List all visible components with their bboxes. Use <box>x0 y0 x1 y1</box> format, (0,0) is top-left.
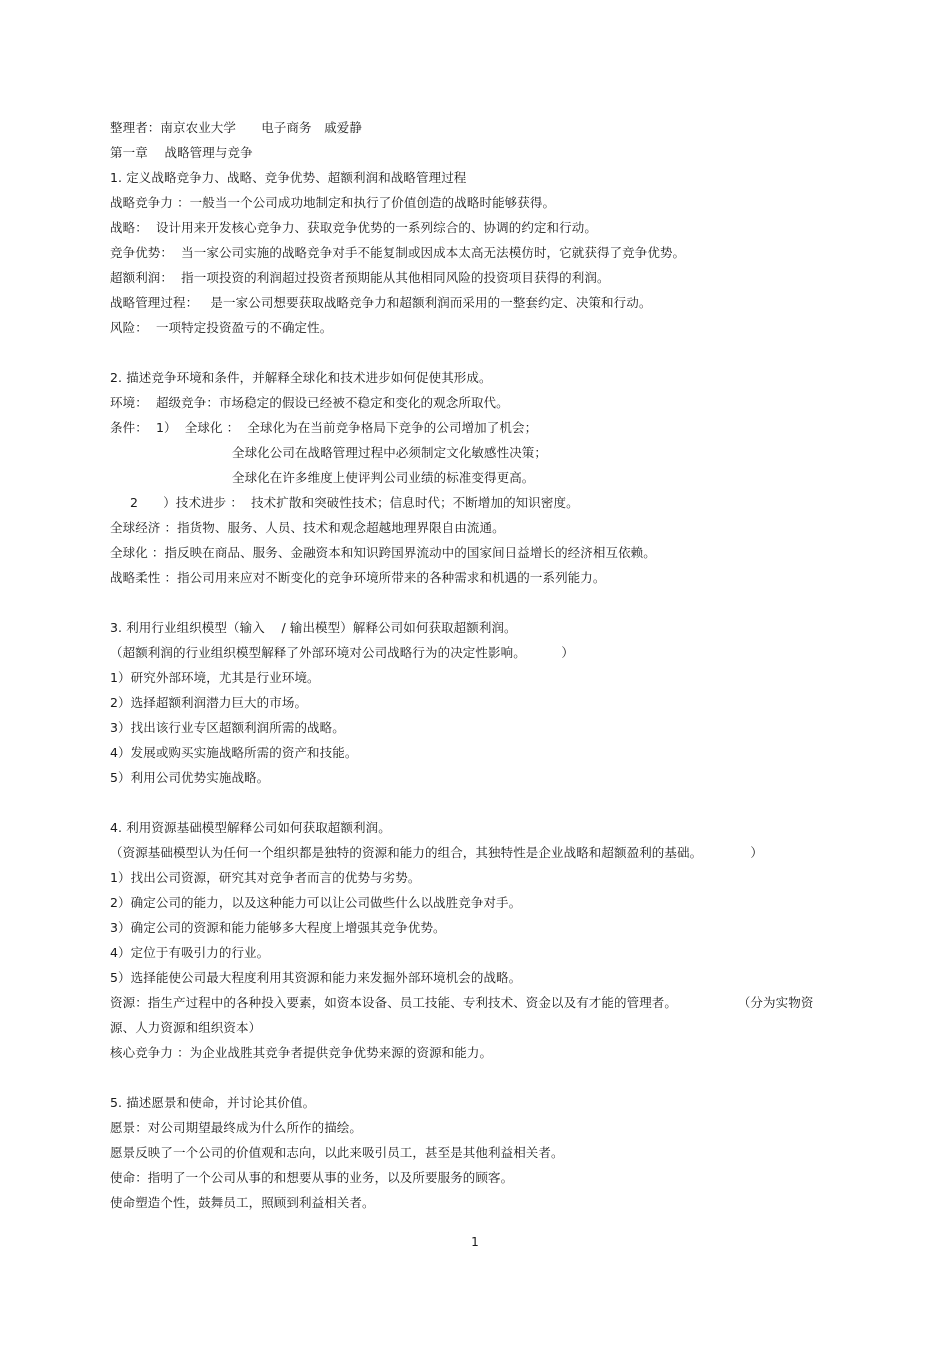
definition-line: 全球经济 ：指货物、服务、人员、技术和观念超越地理界限自由流通。 <box>110 520 505 535</box>
section-heading-3: 3. 利用行业组织模型（输入 / 输出模型）解释公司如何获取超额利润。 <box>110 620 517 635</box>
definition-line: 战略竞争力 ：一般当一个公司成功地制定和执行了价值创造的战略时能够获得。 <box>110 195 556 210</box>
body-line-indented: 全球化公司在战略管理过程中必须制定文化敏感性决策； <box>232 445 548 460</box>
definition-line: 战略柔性 ：指公司用来应对不断变化的竞争环境所带来的各种需求和机遇的一系列能力。 <box>110 570 606 585</box>
list-item: 2）确定公司的能力，以及这种能力可以让公司做些什么以战胜竞争对手。 <box>110 895 522 910</box>
section-heading-1: 1. 定义战略竞争力、战略、竞争优势、超额利润和战略管理过程 <box>110 170 467 185</box>
list-item: 4）定位于有吸引力的行业。 <box>110 945 270 960</box>
section-heading-4: 4. 利用资源基础模型解释公司如何获取超额利润。 <box>110 820 391 835</box>
definition-line: 全球化 ：指反映在商品、服务、金融资本和知识跨国界流动中的国家间日益增长的经济相互依赖。 <box>110 545 656 560</box>
body-line: （资源基础模型认为任何一个组织都是独特的资源和能力的组合，其独特性是企业战略和超额盈利的基础。 ） <box>110 845 764 860</box>
list-item: 3）确定公司的资源和能力能够多大程度上增强其竞争优势。 <box>110 920 446 935</box>
list-item: 2）选择超额利润潜力巨大的市场。 <box>110 695 308 710</box>
body-line: （超额利润的行业组织模型解释了外部环境对公司战略行为的决定性影响。 ） <box>110 645 575 660</box>
body-line: 愿景反映了一个公司的价值观和志向，以此来吸引员工，甚至是其他利益相关者。 <box>110 1145 564 1160</box>
definition-line: 超额利润： 指一项投资的利润超过投资者预期能从其他相同风险的投资项目获得的利润。 <box>110 270 610 285</box>
list-item: 5）利用公司优势实施战略。 <box>110 770 270 785</box>
section-heading-5: 5. 描述愿景和使命，并讨论其价值。 <box>110 1095 316 1110</box>
list-item: 1）找出公司资源，研究其对竞争者而言的优势与劣势。 <box>110 870 421 885</box>
section-heading-2: 2. 描述竞争环境和条件，并解释全球化和技术进步如何促使其形成。 <box>110 370 492 385</box>
list-item: 4）发展或购买实施战略所需的资产和技能。 <box>110 745 358 760</box>
definition-line: 战略管理过程： 是一家公司想要获取战略竞争力和超额利润而采用的一整套约定、决策和行动。 <box>110 295 652 310</box>
chapter-title: 第一章 战略管理与竞争 <box>110 145 253 160</box>
definition-line-continued: 源、人力资源和组织资本） <box>110 1020 262 1035</box>
page-number: 1 <box>471 1235 479 1249</box>
definition-line: 资源：指生产过程中的各种投入要素，如资本设备、员工技能、专利技术、资金以及有才能的管理者。 （分为实物资 <box>110 995 814 1010</box>
definition-line: 战略： 设计用来开发核心竞争力、获取竞争优势的一系列综合的、协调的约定和行动。 <box>110 220 597 235</box>
definition-line: 核心竞争力 ：为企业战胜其竞争者提供竞争优势来源的资源和能力。 <box>110 1045 493 1060</box>
definition-line: 愿景：对公司期望最终成为什么所作的描绘。 <box>110 1120 363 1135</box>
author-line: 整理者：南京农业大学 电子商务 戚爱静 <box>110 120 363 135</box>
definition-line: 风险： 一项特定投资盈亏的不确定性。 <box>110 320 333 335</box>
body-line: 条件： 1） 全球化 ： 全球化为在当前竞争格局下竞争的公司增加了机会； <box>110 420 538 435</box>
definition-line: 竞争优势： 当一家公司实施的战略竞争对手不能复制或因成本太高无法模仿时，它就获得了竞争优势。 <box>110 245 686 260</box>
body-line: 2 ）技术进步 ： 技术扩散和突破性技术；信息时代；不断增加的知识密度。 <box>130 495 579 510</box>
definition-line: 使命：指明了一个公司从事的和想要从事的业务，以及所要服务的顾客。 <box>110 1170 514 1185</box>
body-line: 环境： 超级竞争：市场稳定的假设已经被不稳定和变化的观念所取代。 <box>110 395 509 410</box>
list-item: 3）找出该行业专区超额利润所需的战略。 <box>110 720 345 735</box>
body-line-indented: 全球化在许多维度上使评判公司业绩的标准变得更高。 <box>232 470 535 485</box>
body-line: 使命塑造个性，鼓舞员工，照顾到利益相关者。 <box>110 1195 375 1210</box>
list-item: 5）选择能使公司最大程度利用其资源和能力来发掘外部环境机会的战略。 <box>110 970 522 985</box>
list-item: 1）研究外部环境，尤其是行业环境。 <box>110 670 320 685</box>
